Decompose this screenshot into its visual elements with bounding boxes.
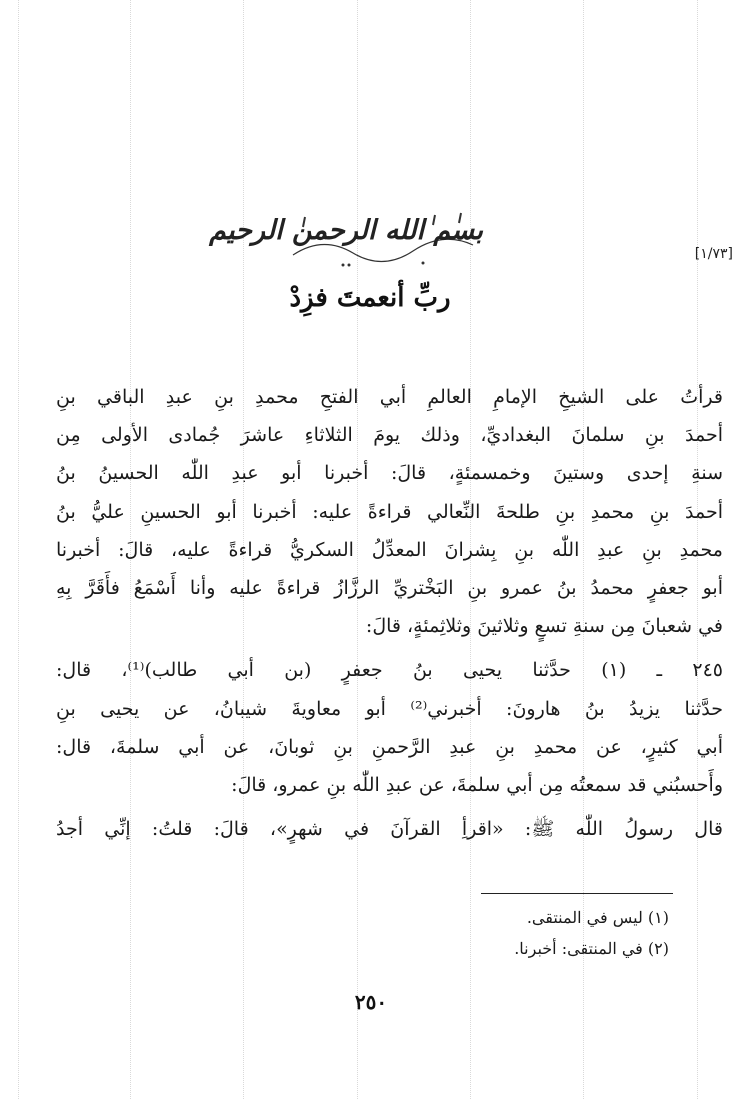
footnotes [514, 902, 669, 964]
text-line: قال رسولُ اللّٰه ﷺ: «اقرأِ القرآنَ في شهرٍ»، قالَ: قلتُ: إنِّي أجدُ [56, 818, 723, 841]
text-line: سنةِ إحدى وستينَ وخمسمئةٍ، قالَ: أخبرنا أبو عبدِ اللّٰه الحسينُ بنُ [56, 462, 723, 485]
text-line: أبو جعفرٍ محمدُ بنُ عمرو بنِ البَخْتريِّ الرزَّازُ قراءةً عليه وأنا أَسْمَعُ فأَقَرَّ بِهِ [56, 576, 723, 599]
footnote-1: (١) ليس في المنتقى. [526, 908, 669, 927]
page-number: ٢٥٠ [354, 990, 388, 1014]
text-line: حدَّثنا يزيدُ بنُ هارونَ: أخبرني⁽²⁾ أبو معاويةَ شيبانُ، عن يحيى بنِ [56, 697, 723, 720]
text-line: أحمدَ بنِ محمدِ بنِ طلحةَ النِّعالي قراءةً عليه: أخبرنا أبو الحسينِ عليُّ بنُ [56, 500, 723, 523]
footnote-2: (٢) في المنتقى: أخبرنا. [514, 939, 669, 958]
text-line: في شعبانَ مِن سنةِ تسعٍ وثلاثينَ وثلاثِمئةٍ، قالَ: [365, 615, 723, 638]
opening-prayer: ربِّ أنعمتَ فزِدْ [289, 283, 451, 313]
text-line: أحمدَ بنِ سلمانَ البغداديِّ، وذلك يومَ الثلاثاءِ عاشرَ جُمادى الأولى مِن [56, 424, 723, 447]
basmala-text: بسم الله الرحمن الرحيم [209, 215, 483, 246]
basmala-calligraphy [209, 205, 483, 275]
text-line: قرأتُ على الشيخِ الإمامِ العالمِ أبي الفتحِ محمدِ بنِ عبدِ الباقي بنِ [56, 386, 723, 408]
scan-mark [18, 0, 19, 1099]
footnote-divider [481, 893, 673, 894]
hadith-245-line: ٢٤٥ ـ (١) حدَّثنا يحيى بنُ جعفرٍ (بن أبي طالب)⁽¹⁾، قال: [56, 659, 723, 682]
main-text [56, 378, 723, 848]
manuscript-page-reference: [١/٧٣] [694, 246, 733, 262]
text-line: وأَحسبُني قد سمعتُه مِن أبي سلمةَ، عن عبدِ اللّٰه بنِ عمرو، قالَ: [231, 773, 723, 796]
text-line: محمدِ بنِ عبدِ اللّٰه بنِ بِشرانَ المعدِّلُ السكريُّ قراءةً عليه، قالَ: أخبرنا [56, 538, 723, 561]
text-line: أبي كثيرٍ، عن محمدِ بنِ عبدِ الرَّحمنِ بنِ ثوبانَ، عن أبي سلمةَ، قال: [56, 735, 723, 758]
